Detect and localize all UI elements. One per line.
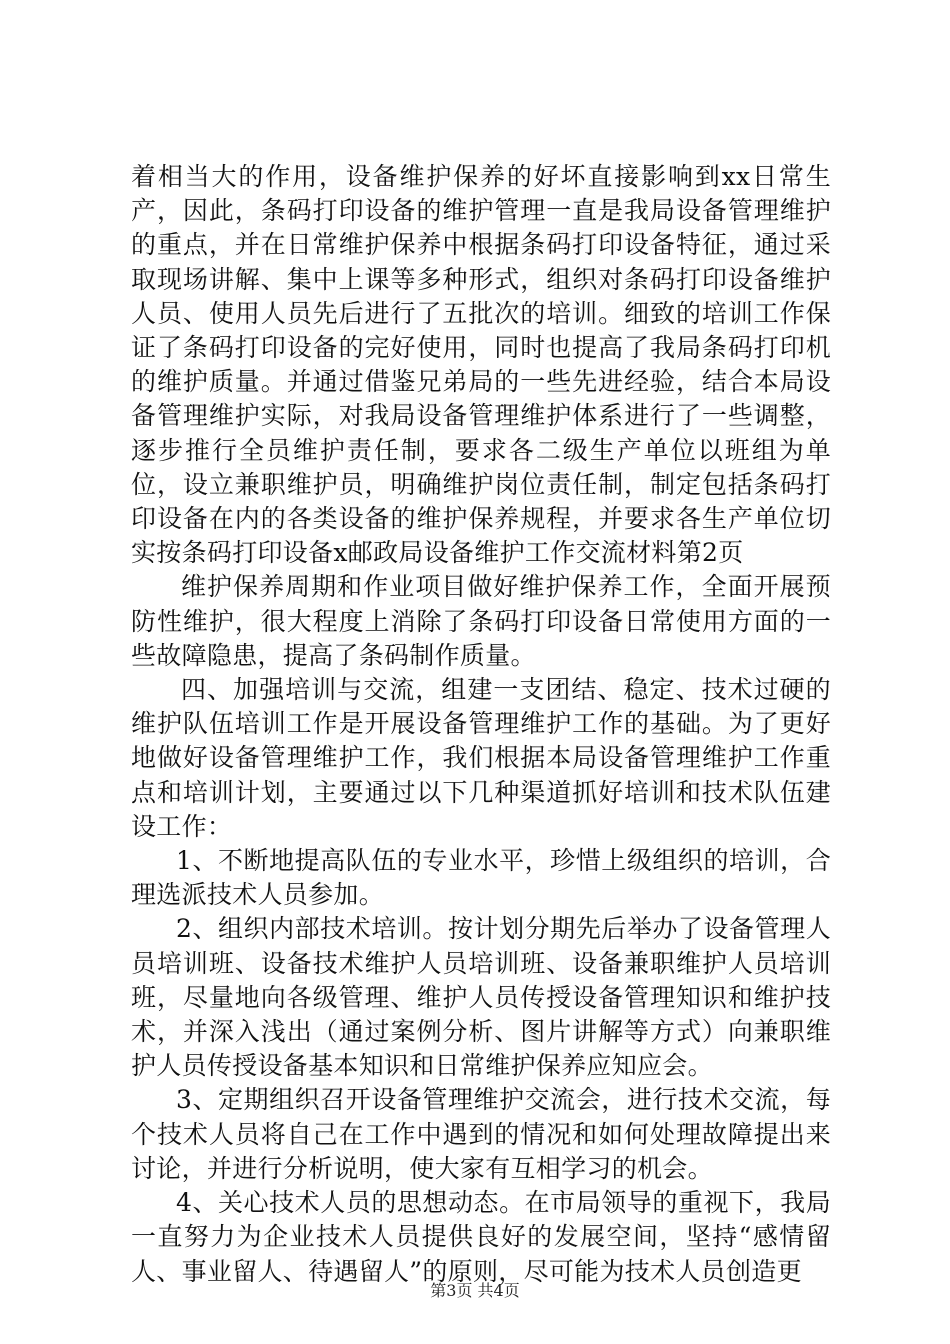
paragraph-maintenance-cycle: 维护保养周期和作业项目做好维护保养工作，全面开展预防性维护，很大程度上消除了条码打印设备日常使用方面的一些故障隐患，提高了条码制作质量。 bbox=[131, 572, 831, 670]
paragraph-section-four: 四、加强培训与交流，组建一支团结、稳定、技术过硬的维护队伍培训工作是开展设备管理维护工作的基础。为了更好地做好设备管理维护工作，我们根据本局设备管理维护工作重点和培训计划，主要通过以下几种渠道抓好培训和技术队伍建设工作： bbox=[131, 675, 831, 841]
page-number-footer: 第3页 共4页 bbox=[430, 1281, 520, 1300]
paragraph-item-1: 1、不断地提高队伍的专业水平，珍惜上级组织的培训，合理选派技术人员参加。 bbox=[131, 846, 831, 910]
paragraph-item-3: 3、定期组织召开设备管理维护交流会，进行技术交流，每个技术人员将自己在工作中遇到的情况和如何处理故障提出来讨论，并进行分析说明，使大家有互相学习的机会。 bbox=[131, 1085, 831, 1183]
paragraph-item-2: 2、组织内部技术培训。按计划分期先后举办了设备管理人员培训班、设备技术维护人员培训班、设备兼职维护人员培训班，尽量地向各级管理、维护人员传授设备管理知识和维护技术，并深入浅出（通过案例分析、图片讲解等方式）向兼职维护人员传授设备基本知识和日常维护保养应知应会。 bbox=[131, 914, 831, 1081]
document-body bbox=[131, 160, 831, 1289]
paragraph-continuation: 着相当大的作用，设备维护保养的好坏直接影响到xx日常生产，因此，条码打印设备的维护管理一直是我局设备管理维护的重点，并在日常维护保养中根据条码打印设备特征，通过采取现场讲解、集中上课等多种形式，组织对条码打印设备维护人员、使用人员先后进行了五批次的培训。细致的培训工作保证了条码打印设备的完好使用，同时也提高了我局条码打印机的维护质量。并通过借鉴兄弟局的一些先进经验，结合本局设备管理维护实际，对我局设备管理维护体系进行了一些调整，逐步推行全员维护责任制，要求各二级生产单位以班组为单位，设立兼职维护员，明确维护岗位责任制，制定包括条码打印设备在内的各类设备的维护保养规程，并要求各生产单位切实按条码打印设备x邮政局设备维护工作交流材料第2页 bbox=[131, 162, 831, 568]
paragraph-item-4: 4、关心技术人员的思想动态。在市局领导的重视下，我局一直努力为企业技术人员提供良好的发展空间，坚持“感情留人、事业留人、待遇留人”的原则，尽可能为技术人员创造更 bbox=[131, 1188, 831, 1286]
